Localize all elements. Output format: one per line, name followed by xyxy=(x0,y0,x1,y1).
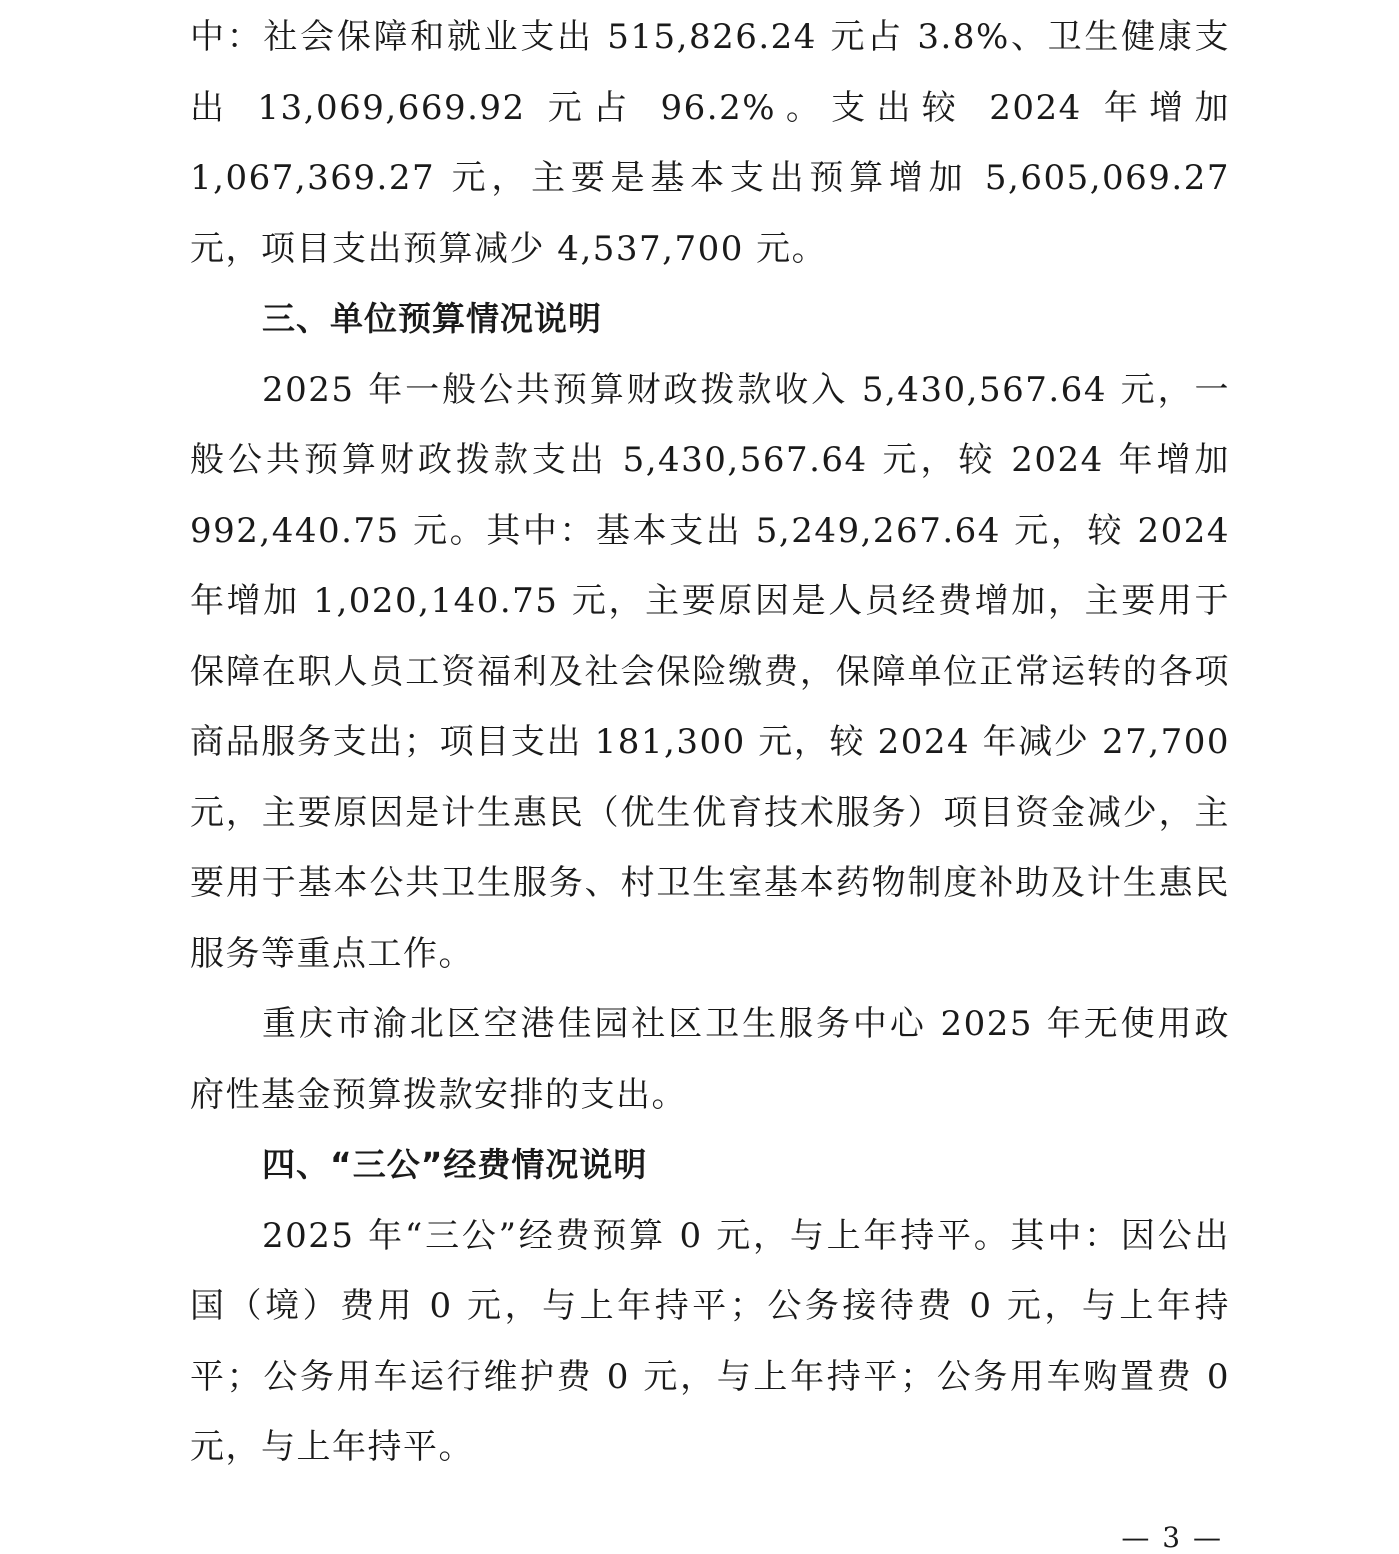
paragraph-three-public-expenses: 2025 年“三公”经费预算 0 元，与上年持平。其中：因公出国（境）费用 0 元，与上年持平；公务接待费 0 元，与上年持平；公务用车运行维护费 0 元，与上年持平；公务用车购置费 0 元，与上年持平。 xyxy=(190,1215,1230,1467)
page-number: — 3 — xyxy=(1121,1521,1223,1554)
paragraph-general-public-budget: 2025 年一般公共预算财政拨款收入 5,430,567.64 元，一般公共预算财政拨款支出 5,430,567.64 元，较 2024 年增加 992,440.75 元。其中：基本支出 5,249,267.64 元，较 2024 年增加 1,020,140.75 元，主要原因是人员经费增加，主要用于保障在职人员工资福利及社会保险缴费，保障单位正常运转的各项商品服务支出；项目支出 181,300 元，较 2024 年减少 27,700 元，主要原因是计生惠民（优生优育技术服务）项目资金减少，主要用于基本公共卫生服务、村卫生室基本药物制度补助及计生惠民服务等重点工作。 xyxy=(190,369,1230,974)
paragraph-expenditure-summary: 中：社会保障和就业支出 515,826.24 元占 3.8%、卫生健康支出 13,069,669.92 元占 96.2%。支出较 2024 年增加 1,067,369.27 元，主要是基本支出预算增加 5,605,069.27 元，项目支出预算减少 4,537,700 元。 xyxy=(190,17,1230,269)
document-body xyxy=(190,2,1230,1483)
section-heading-three-public-expenses: 四、“三公”经费情况说明 xyxy=(262,1145,648,1184)
paragraph-government-fund-budget: 重庆市渝北区空港佳园社区卫生服务中心 2025 年无使用政府性基金预算拨款安排的支出。 xyxy=(190,1004,1230,1115)
section-heading-unit-budget: 三、单位预算情况说明 xyxy=(262,299,602,338)
